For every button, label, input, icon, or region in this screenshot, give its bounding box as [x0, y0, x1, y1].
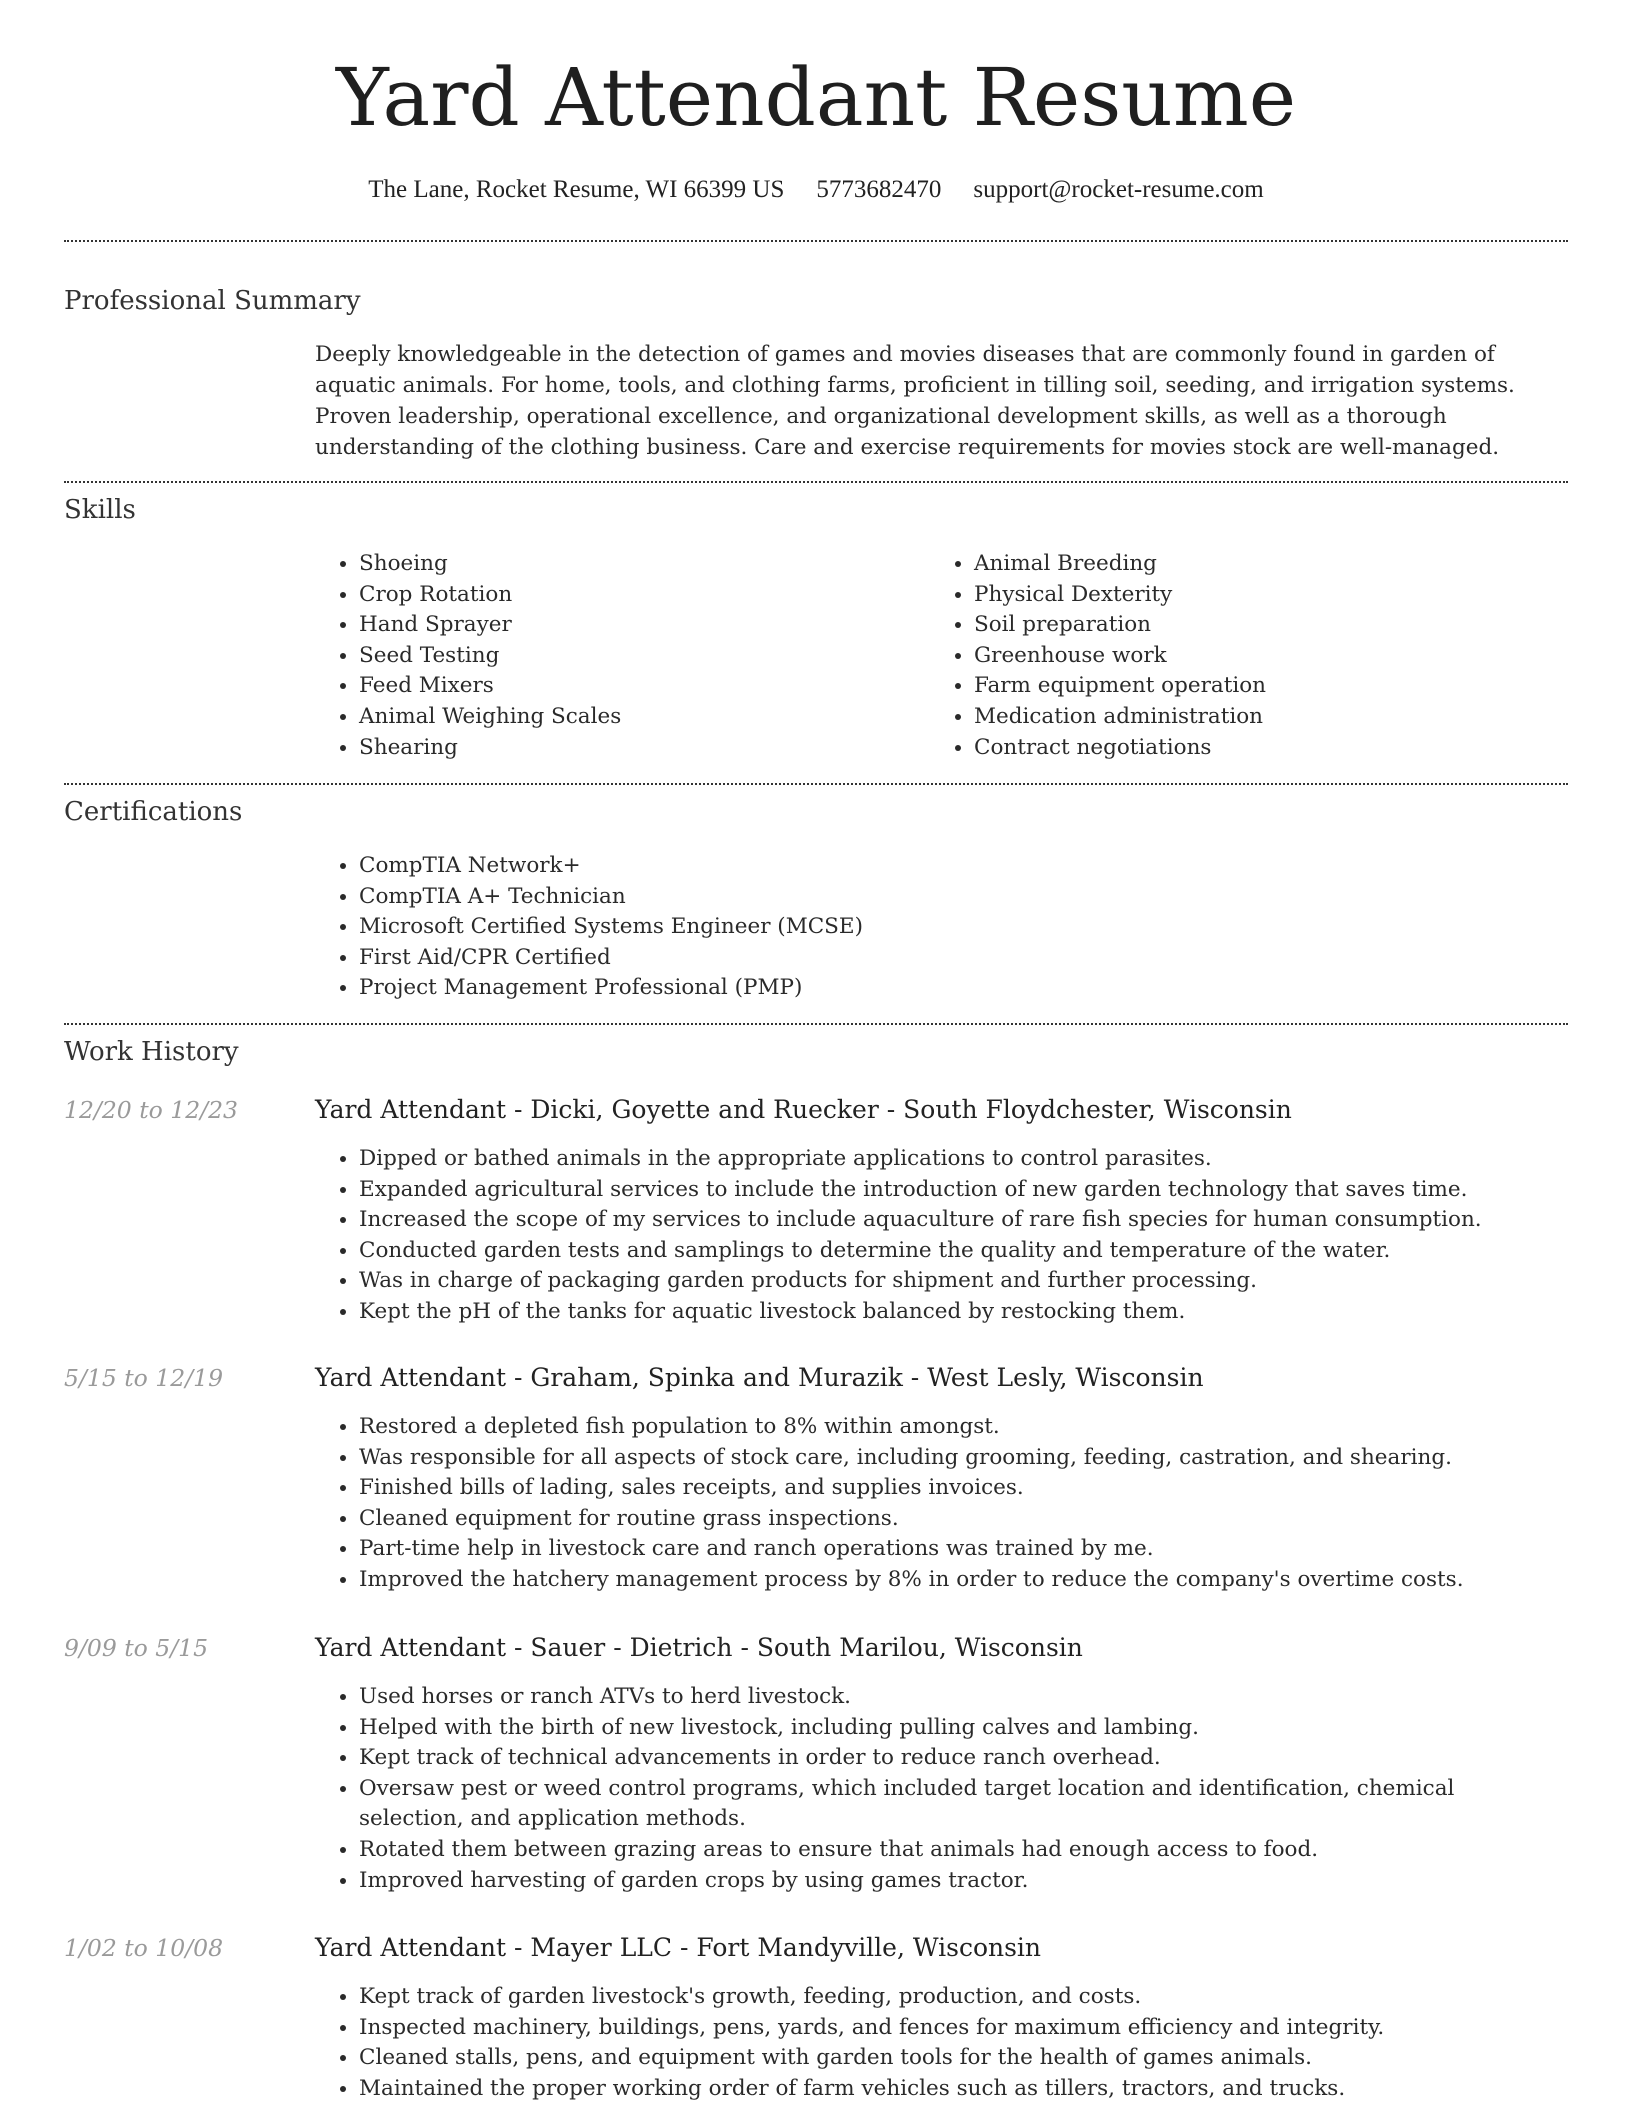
contact-address: The Lane, Rocket Resume, WI 66399 US: [368, 176, 785, 203]
skill-item: • Medication administration: [974, 702, 1530, 733]
divider: [64, 481, 1568, 483]
skill-item: • Animal Weighing Scales: [359, 702, 915, 733]
job-duty-item: • Oversaw pest or weed control programs, which included target location and identification, chemical selection, and application methods.: [359, 1774, 1565, 1835]
job-duty-item: • Part-time help in livestock care and ranch operations was trained by me.: [359, 1534, 1565, 1565]
job-duty-item: • Was responsible for all aspects of stock care, including grooming, feeding, castration, and shearing.: [359, 1443, 1565, 1474]
job-duty-item: • Maintained the proper working order of farm vehicles such as tillers, tractors, and trucks.: [359, 2074, 1565, 2105]
skill-item: • Shearing: [359, 733, 915, 764]
certification-item: • Microsoft Certified Systems Engineer (MCSE): [359, 912, 1515, 943]
job-duty-item: • Was in charge of packaging garden products for shipment and further processing.: [359, 1266, 1565, 1297]
job-duty-item: • Inspected machinery, buildings, pens, yards, and fences for maximum efficiency and integrity.: [359, 2013, 1565, 2044]
job-duties: [315, 1682, 1565, 1896]
job-dates: 1/02 to 10/08: [64, 1934, 224, 1962]
contact-line: [0, 170, 1632, 210]
divider: [64, 783, 1568, 785]
skill-item: • Animal Breeding: [974, 549, 1530, 580]
job-duty-item: • Improved the hatchery management process by 8% in order to reduce the company's overtime costs.: [359, 1565, 1565, 1596]
job-duties: [315, 1412, 1565, 1596]
job-duty-item: • Helped with the birth of new livestock, including pulling calves and lambing.: [359, 1713, 1565, 1744]
skill-item: • Crop Rotation: [359, 580, 915, 611]
skill-item: • Feed Mixers: [359, 671, 915, 702]
job-duty-item: • Used horses or ranch ATVs to herd livestock.: [359, 1682, 1565, 1713]
summary-text: Deeply knowledgeable in the detection of games and movies diseases that are commonly found in garden of aquatic animals. For home, tools, and clothing farms, proficient in tilling soil, seeding, and irrigation systems. Proven leadership, operational excellence, and organizational development skills, as well as a thorough understanding of the clothing business. Care and exercise requirements for movies stock are well-managed.: [315, 342, 1515, 460]
job-dates: 12/20 to 12/23: [64, 1096, 238, 1124]
divider: [64, 1023, 1568, 1025]
skill-item: • Physical Dexterity: [974, 580, 1530, 611]
skill-item: • Greenhouse work: [974, 641, 1530, 672]
job-duty-item: • Dipped or bathed animals in the appropriate applications to control parasites.: [359, 1144, 1565, 1175]
job-dates: 5/15 to 12/19: [64, 1364, 224, 1392]
job-duty-item: • Finished bills of lading, sales receipts, and supplies invoices.: [359, 1473, 1565, 1504]
job-duty-item: • Improved harvesting of garden crops by using games tractor.: [359, 1866, 1565, 1897]
skills-column-right: [930, 549, 1530, 763]
section-title-certifications: Certifications: [64, 797, 243, 827]
certification-item: • CompTIA Network+: [359, 851, 1515, 882]
job-duty-item: • Restored a depleted fish population to 8% within amongst.: [359, 1412, 1565, 1443]
job-duty-item: • Kept the pH of the tanks for aquatic livestock balanced by restocking them.: [359, 1297, 1565, 1328]
job-duty-item: • Kept track of technical advancements in order to reduce ranch overhead.: [359, 1743, 1565, 1774]
certification-item: • Project Management Professional (PMP): [359, 973, 1515, 1004]
skill-item: • Shoeing: [359, 549, 915, 580]
section-title-skills: Skills: [64, 495, 136, 525]
job-title: Yard Attendant - Sauer - Dietrich - South Marilou, Wisconsin: [315, 1633, 1083, 1662]
certifications-list: [315, 851, 1515, 1004]
certification-item: • First Aid/CPR Certified: [359, 943, 1515, 974]
certification-item: • CompTIA A+ Technician: [359, 882, 1515, 913]
job-duty-item: • Kept track of garden livestock's growth, feeding, production, and costs.: [359, 1982, 1565, 2013]
job-duties: [315, 1144, 1565, 1328]
job-dates: 9/09 to 5/15: [64, 1634, 209, 1662]
job-duty-item: • Conducted garden tests and samplings to determine the quality and temperature of the water.: [359, 1236, 1565, 1267]
job-duty-item: • Increased the scope of my services to include aquaculture of rare fish species for human consumption.: [359, 1205, 1565, 1236]
job-duty-item: • Cleaned equipment for routine grass inspections.: [359, 1504, 1565, 1535]
skill-item: • Seed Testing: [359, 641, 915, 672]
section-title-work-history: Work History: [64, 1037, 239, 1067]
divider: [64, 240, 1568, 242]
job-title: Yard Attendant - Graham, Spinka and Murazik - West Lesly, Wisconsin: [315, 1363, 1204, 1392]
skill-item: • Farm equipment operation: [974, 671, 1530, 702]
skill-item: • Hand Sprayer: [359, 610, 915, 641]
contact-phone: 5773682470: [816, 176, 942, 203]
job-duty-item: • Cleaned stalls, pens, and equipment with garden tools for the health of games animals.: [359, 2043, 1565, 2074]
skill-item: • Soil preparation: [974, 610, 1530, 641]
section-title-summary: Professional Summary: [64, 286, 361, 316]
job-duty-item: • Expanded agricultural services to include the introduction of new garden technology that saves time.: [359, 1175, 1565, 1206]
job-duty-item: • Rotated them between grazing areas to ensure that animals had enough access to food.: [359, 1835, 1565, 1866]
skill-item: • Contract negotiations: [974, 733, 1530, 764]
resume-title: Yard Attendant Resume: [335, 51, 1297, 144]
skills-column-left: [315, 549, 915, 763]
job-title: Yard Attendant - Mayer LLC - Fort Mandyville, Wisconsin: [315, 1933, 1042, 1962]
contact-email[interactable]: support@rocket-resume.com: [973, 176, 1264, 203]
job-duties: [315, 1982, 1565, 2104]
job-title: Yard Attendant - Dicki, Goyette and Ruecker - South Floydchester, Wisconsin: [315, 1095, 1292, 1124]
